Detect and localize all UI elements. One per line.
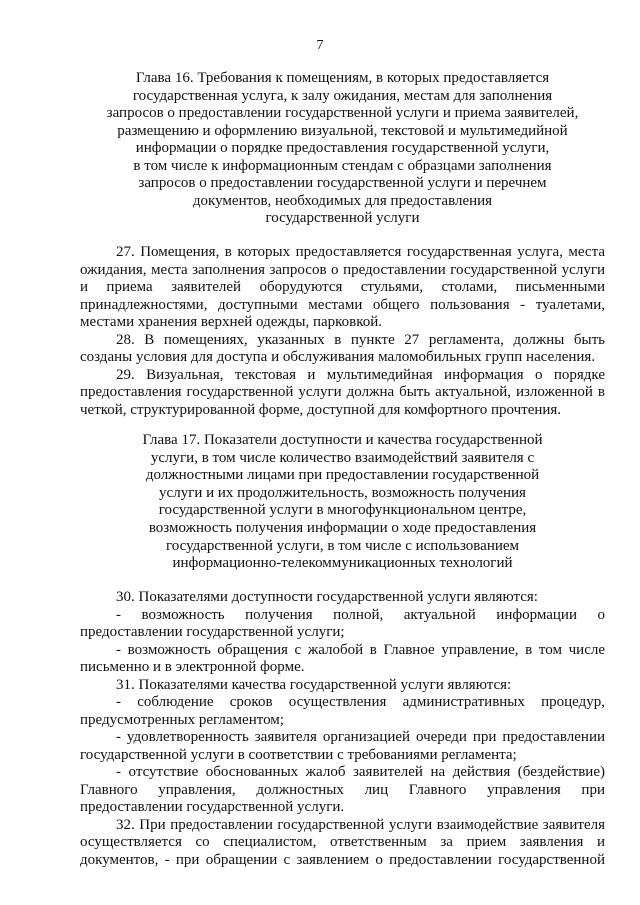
- paragraph-line: 32. При предоставлении государственной услуги взаимодействие заявителя: [116, 816, 605, 833]
- paragraph-line: документов, - при обращении с заявлением о предоставлении государственной: [80, 851, 605, 868]
- list-item: [80, 729, 605, 764]
- paragraph-line: - возможность получения полной, актуальной информации о: [116, 606, 605, 623]
- heading-line: возможность получения информации о ходе предоставления: [148, 519, 537, 536]
- paragraph-28: [80, 332, 605, 367]
- paragraph-line: - удовлетворенность заявителя организацией очереди при предоставлении: [116, 729, 605, 745]
- paragraph-line: - отсутствие обоснованных жалоб заявителей на действия (бездействие): [116, 764, 605, 780]
- heading-line: запросов о предоставлении государственной услуги и перечнем: [138, 175, 547, 191]
- list-item: [80, 694, 605, 729]
- list-item: [80, 607, 605, 642]
- paragraph-31: [80, 677, 605, 695]
- list-item: [80, 764, 605, 817]
- paragraph-line: местами хранения верхней одежды, парковкой.: [80, 314, 383, 330]
- paragraph-line: четкой, структурированной форме, доступной для комфортного прочтения.: [80, 401, 562, 418]
- heading-line: запросов о предоставлении государственной услуги и приема заявителей,: [106, 105, 579, 121]
- paragraph-27: [80, 244, 605, 332]
- paragraph-32: [80, 817, 605, 870]
- heading-line: в том числе к информационным стендам с образцами заполнения: [133, 157, 552, 174]
- heading-line: услуги и их продолжительность, возможность получения: [159, 484, 526, 501]
- heading-line: информации о порядке предоставления государственной услуги,: [135, 140, 550, 156]
- heading-line: размещению и оформлению визуальной, текстовой и мультимедийной: [117, 122, 568, 139]
- chapter-16-heading: [80, 70, 605, 228]
- paragraph-line: созданы условия для доступа и обслуживания маломобильных групп населения.: [80, 349, 596, 365]
- paragraph-line: 31. Показателями качества государственной услуги являются:: [116, 676, 512, 693]
- paragraph-line: 29. Визуальная, текстовая и мультимедийная информация о порядке: [116, 366, 605, 383]
- paragraph-line: письменно и в электронной форме.: [80, 659, 305, 675]
- paragraph-line: государственной услуги в соответствии с требованиями регламента;: [80, 746, 517, 763]
- paragraph-line: предоставлении государственной услуги;: [80, 624, 345, 640]
- heading-line: государственной услуги: [265, 210, 420, 226]
- paragraph-line: осуществляется со специалистом, ответственным за прием заявления и: [80, 834, 605, 850]
- paragraph-line: 28. В помещениях, указанных в пункте 27 регламента, должны быть: [116, 331, 605, 348]
- paragraph-line: - возможность обращения с жалобой в Главное управление, в том числе: [116, 641, 605, 658]
- heading-line: услуги, в том числе количество взаимодействий заявителя с: [150, 449, 535, 466]
- paragraph-line: 27. Помещения, в которых предоставляется государственная услуга, места: [116, 244, 605, 260]
- paragraph-line: ожидания, места заполнения запросов о предоставлении государственной услуги: [80, 261, 605, 278]
- heading-line: информационно-телекоммуникационных технологий: [172, 555, 513, 572]
- paragraph-29: [80, 367, 605, 420]
- heading-line: государственной услуги в многофункциональном центре,: [158, 502, 527, 519]
- paragraph-line: предоставления государственной услуги должна быть актуальной, изложенной в: [80, 384, 605, 400]
- paragraph-line: предоставлении государственной услуги.: [80, 799, 345, 815]
- chapter-16-body: [80, 244, 605, 419]
- chapter-17-body: [80, 589, 605, 869]
- page-number: 7: [316, 38, 324, 53]
- paragraph-line: - соблюдение сроков осуществления административных процедур,: [116, 694, 605, 710]
- heading-line: документов, необходимых для предоставления: [192, 192, 493, 209]
- heading-line: Глава 17. Показатели доступности и качества государственной: [142, 432, 543, 448]
- paragraph-line: предусмотренных регламентом;: [80, 711, 284, 728]
- heading-line: Глава 16. Требования к помещениям, в которых предоставляется: [135, 70, 550, 86]
- paragraph-line: Главного управления, должностных лиц Главного управления при: [80, 781, 605, 798]
- paragraph-line: принадлежностями, доступными местами общего пользования - туалетами,: [80, 296, 605, 313]
- paragraph-30: [80, 589, 605, 607]
- paragraph-line: 30. Показателями доступности государственной услуги являются:: [116, 589, 538, 605]
- chapter-17-heading: [80, 432, 605, 573]
- heading-line: государственная услуга, к залу ожидания, местам для заполнения: [132, 87, 553, 104]
- heading-line: государственной услуги, в том числе с использованием: [165, 537, 520, 554]
- heading-line: должностными лицами при предоставлении государственной: [145, 467, 540, 484]
- list-item: [80, 642, 605, 677]
- paragraph-line: и приема заявителей оборудуются стульями, столами, письменными: [80, 279, 605, 295]
